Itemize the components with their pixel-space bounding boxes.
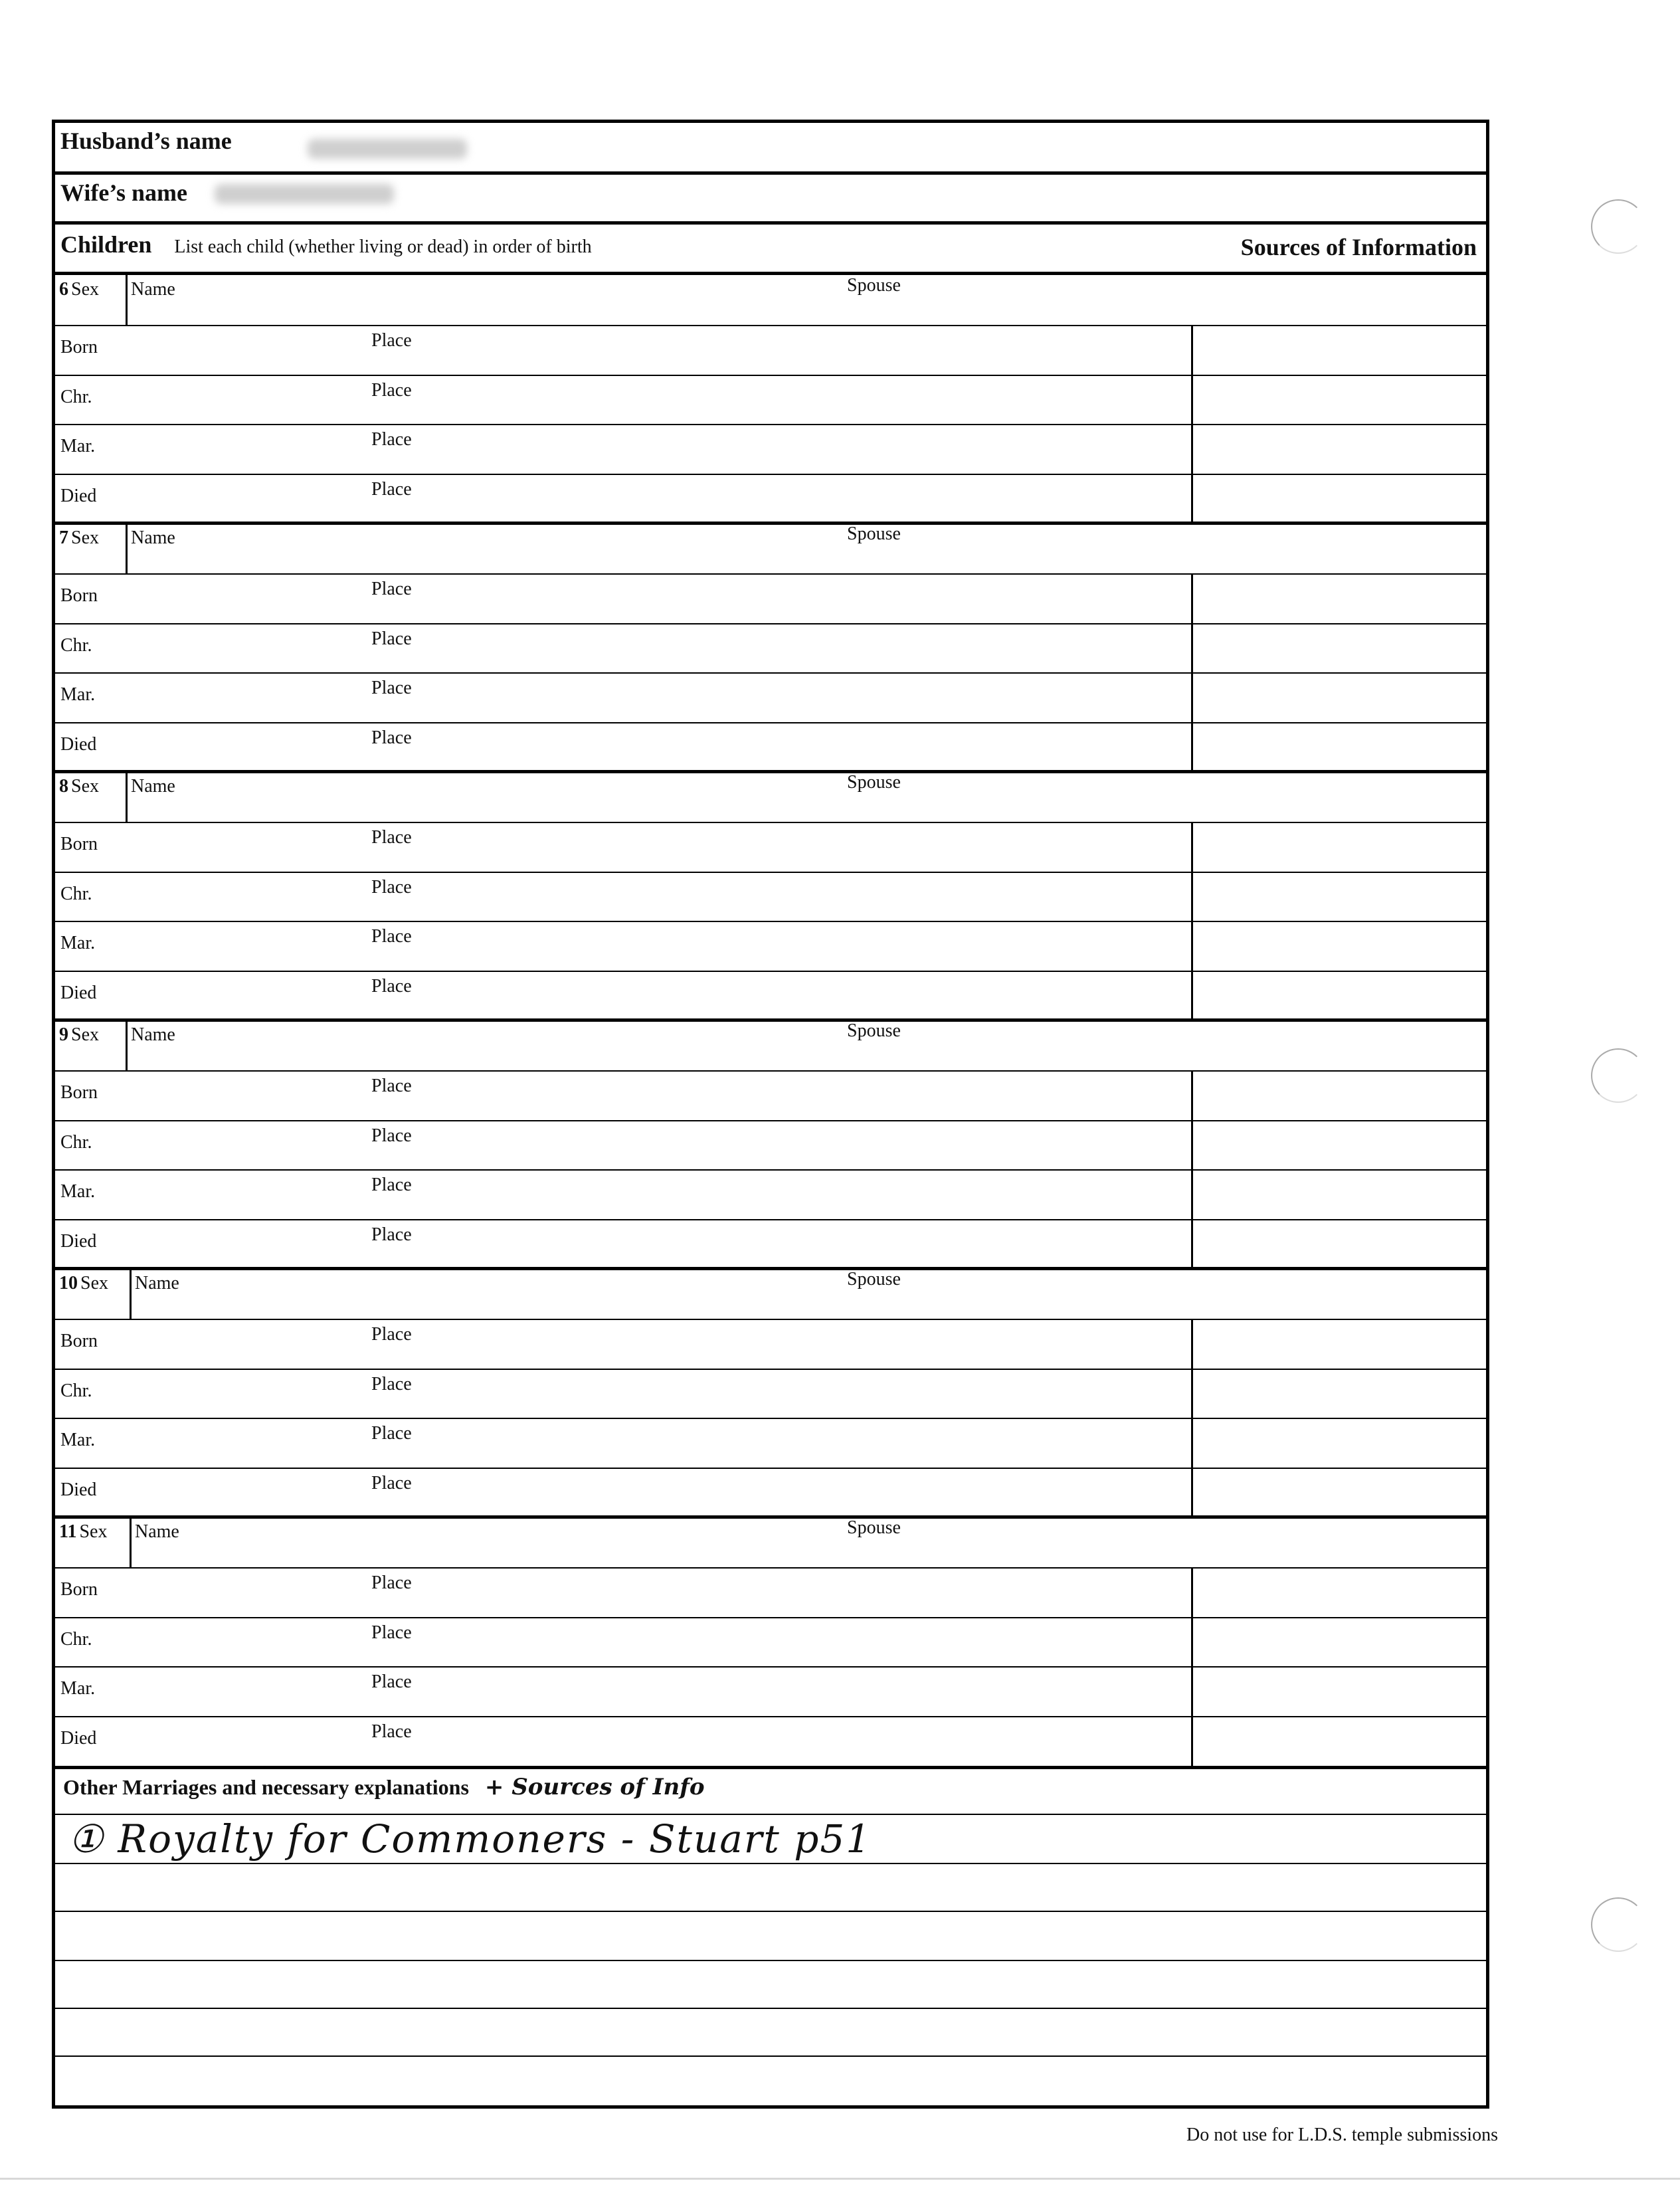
row-divider: [55, 1070, 1486, 1072]
spouse-label: Spouse: [847, 1517, 901, 1538]
child-name-label: Name: [131, 279, 175, 300]
other-marriages-heading: [63, 1774, 705, 1800]
place-label: Place: [371, 429, 412, 450]
row-divider: [55, 1369, 1486, 1370]
rule-6: [55, 2055, 1486, 2057]
event-label-mar: Mar.: [60, 436, 96, 457]
divider-other-marriages-top: [55, 1766, 1486, 1769]
rule-5: [55, 2008, 1486, 2009]
sex-name-separator: [130, 1269, 132, 1319]
child-number: 11: [59, 1521, 77, 1542]
place-label: Place: [371, 628, 412, 649]
wife-name-label: Wife’s name: [60, 179, 187, 206]
row-divider: [55, 1319, 1486, 1320]
event-label-born: Born: [60, 585, 98, 606]
punch-hole-middle: [1591, 1048, 1645, 1103]
place-label: Place: [371, 1423, 412, 1444]
child-block-divider: [55, 1515, 1486, 1519]
row-divider: [55, 872, 1486, 873]
event-label-died: Died: [60, 983, 97, 1004]
sex-label: Sex: [71, 1024, 99, 1045]
row-divider: [55, 722, 1486, 723]
row-divider: [55, 1567, 1486, 1569]
child-number-sex: [59, 279, 99, 300]
sources-of-information-label: Sources of Information: [1240, 234, 1477, 260]
event-label-born: Born: [60, 833, 98, 854]
place-label: Place: [371, 1224, 412, 1246]
place-label: Place: [371, 926, 412, 947]
husband-name-label: Husband’s name: [60, 128, 232, 154]
child-block-10: [55, 1269, 1486, 1517]
spouse-label: Spouse: [847, 1020, 901, 1041]
spouse-label: Spouse: [847, 1269, 901, 1289]
place-label: Place: [371, 678, 412, 699]
sex-label: Sex: [80, 1273, 108, 1293]
row-divider: [55, 325, 1486, 326]
place-label: Place: [371, 379, 412, 401]
row-divider: [55, 1468, 1486, 1469]
family-record-form: [52, 120, 1489, 2109]
child-block-6: [55, 275, 1486, 524]
event-label-chr: Chr.: [60, 1380, 92, 1401]
place-label: Place: [371, 876, 412, 898]
row-divider: [55, 1418, 1486, 1419]
place-label: Place: [371, 1373, 412, 1394]
child-block-divider: [55, 522, 1486, 525]
footer-notice: Do not use for L.D.S. temple submissions: [1186, 2125, 1498, 2145]
place-label: Place: [371, 1622, 412, 1643]
sex-name-separator: [130, 1517, 132, 1567]
event-label-born: Born: [60, 1330, 98, 1351]
event-label-died: Died: [60, 1728, 97, 1749]
event-label-chr: Chr.: [60, 1628, 92, 1650]
place-label: Place: [371, 1175, 412, 1196]
event-label-died: Died: [60, 734, 97, 755]
place-label: Place: [371, 727, 412, 749]
child-name-label: Name: [131, 776, 175, 797]
event-label-chr: Chr.: [60, 386, 92, 407]
husband-name-redacted: [308, 139, 467, 159]
child-number: 7: [59, 527, 68, 548]
place-label: Place: [371, 826, 412, 848]
event-label-mar: Mar.: [60, 684, 96, 706]
spouse-label: Spouse: [847, 275, 901, 296]
row-divider: [55, 672, 1486, 674]
child-number: 8: [59, 776, 68, 797]
child-name-label: Name: [135, 1521, 179, 1542]
child-block-11: [55, 1517, 1486, 1766]
child-number-sex: [59, 527, 99, 549]
event-label-chr: Chr.: [60, 1131, 92, 1153]
page-edge: [0, 2178, 1680, 2180]
spouse-label: Spouse: [847, 524, 901, 544]
place-label: Place: [371, 976, 412, 997]
row-divider: [55, 1666, 1486, 1668]
event-label-died: Died: [60, 1479, 97, 1501]
row-divider: [55, 1617, 1486, 1618]
child-number-sex: [59, 1024, 99, 1046]
sex-name-separator: [126, 524, 128, 573]
punch-hole-top: [1591, 199, 1645, 254]
wife-name-redacted: [215, 184, 394, 204]
punch-hole-bottom: [1591, 1897, 1645, 1952]
child-name-label: Name: [131, 527, 175, 548]
row-divider: [55, 1219, 1486, 1220]
place-label: Place: [371, 1572, 412, 1593]
event-label-chr: Chr.: [60, 634, 92, 656]
row-divider: [55, 1120, 1486, 1121]
event-label-mar: Mar.: [60, 1430, 96, 1451]
event-label-mar: Mar.: [60, 1678, 96, 1699]
child-number: 6: [59, 279, 68, 300]
place-label: Place: [371, 330, 412, 351]
row-divider: [55, 1716, 1486, 1717]
sex-label: Sex: [79, 1521, 108, 1542]
child-block-divider: [55, 770, 1486, 773]
row-divider: [55, 1169, 1486, 1171]
child-block-8: [55, 772, 1486, 1020]
handwritten-sources-note: + Sources of Info: [484, 1774, 705, 1800]
child-name-label: Name: [135, 1273, 179, 1293]
row-divider: [55, 971, 1486, 972]
row-divider: [55, 822, 1486, 823]
place-label: Place: [371, 1323, 412, 1345]
child-number: 9: [59, 1024, 68, 1045]
place-label: Place: [371, 1125, 412, 1146]
sex-label: Sex: [71, 527, 99, 548]
child-number: 10: [59, 1273, 78, 1293]
event-label-mar: Mar.: [60, 1181, 96, 1202]
children-instruction: List each child (whether living or dead) in order of birth: [174, 237, 592, 257]
handwritten-entry: ① Royalty for Commoners - Stuart p51: [68, 1816, 872, 1861]
place-label: Place: [371, 1721, 412, 1743]
sex-label: Sex: [71, 776, 99, 797]
child-block-divider: [55, 1267, 1486, 1270]
place-label: Place: [371, 479, 412, 500]
place-label: Place: [371, 1671, 412, 1693]
child-block-divider: [55, 1018, 1486, 1022]
event-label-born: Born: [60, 1082, 98, 1103]
row-divider: [55, 474, 1486, 475]
rule-4: [55, 1960, 1486, 1961]
row-divider: [55, 375, 1486, 376]
child-name-label: Name: [131, 1024, 175, 1045]
child-number-sex: [59, 1273, 108, 1294]
row-divider: [55, 424, 1486, 425]
row-divider: [55, 573, 1486, 575]
divider-husband: [55, 171, 1486, 175]
sex-name-separator: [126, 275, 128, 325]
children-label: Children: [60, 231, 152, 258]
event-label-died: Died: [60, 1231, 97, 1252]
event-label-chr: Chr.: [60, 883, 92, 904]
other-marriages-label: Other Marriages and necessary explanations: [63, 1775, 469, 1799]
spouse-label: Spouse: [847, 772, 901, 793]
row-divider: [55, 623, 1486, 624]
event-label-mar: Mar.: [60, 933, 96, 954]
child-number-sex: [59, 1521, 107, 1543]
child-block-7: [55, 524, 1486, 772]
place-label: Place: [371, 1075, 412, 1096]
sex-label: Sex: [71, 279, 99, 300]
place-label: Place: [371, 578, 412, 599]
divider-wife: [55, 221, 1486, 225]
rule-1: [55, 1814, 1486, 1815]
rule-2: [55, 1863, 1486, 1864]
sex-name-separator: [126, 1020, 128, 1070]
event-label-born: Born: [60, 336, 98, 357]
rule-3: [55, 1911, 1486, 1912]
event-label-born: Born: [60, 1578, 98, 1600]
event-label-died: Died: [60, 486, 97, 507]
child-number-sex: [59, 776, 99, 797]
sex-name-separator: [126, 772, 128, 822]
row-divider: [55, 921, 1486, 922]
child-block-9: [55, 1020, 1486, 1269]
children-heading: [60, 231, 592, 258]
place-label: Place: [371, 1473, 412, 1494]
